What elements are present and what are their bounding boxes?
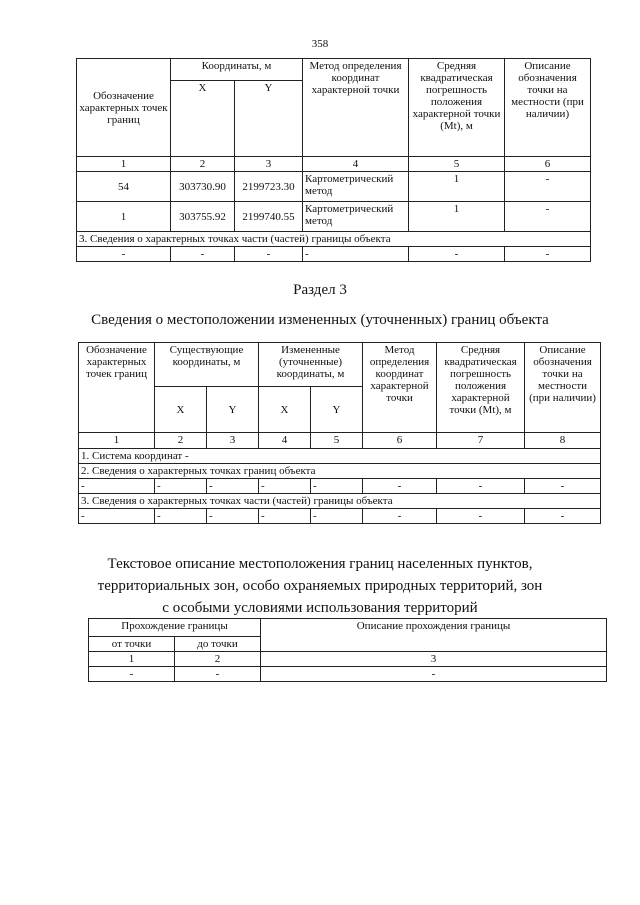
header-existing: Существующие координаты, м: [155, 343, 259, 387]
header-method: Метод определения координат характерной точки: [303, 59, 409, 157]
dash-cell: -: [79, 509, 155, 524]
section-subtitle: Сведения о местоположении измененных (уточненных) границ объекта: [91, 312, 549, 328]
col-number: 4: [303, 157, 409, 172]
dash-cell: -: [505, 247, 591, 262]
header-from-point: от точки: [89, 637, 175, 652]
section2-label: 2. Сведения о характерных точках границ объекта: [79, 464, 601, 479]
col-number: 3: [207, 433, 259, 449]
cell-point: 1: [77, 202, 171, 232]
cell-error: 1: [409, 202, 505, 232]
table-row: [79, 479, 601, 494]
dash-cell: -: [155, 509, 207, 524]
dash-cell: -: [235, 247, 303, 262]
dash-cell: -: [77, 247, 171, 262]
dash-cell: -: [437, 509, 525, 524]
header-coordinates: Координаты, м: [171, 59, 303, 81]
dash-cell: -: [155, 479, 207, 494]
cell-description: -: [505, 202, 591, 232]
header-description: Описание обозначения точки на местности (при наличии): [525, 343, 601, 433]
dash-cell: -: [79, 479, 155, 494]
col-number: 6: [363, 433, 437, 449]
dash-cell: -: [89, 667, 175, 682]
header-passage: Прохождение границы: [89, 619, 261, 637]
col-number: 2: [155, 433, 207, 449]
table-row: [77, 202, 591, 232]
col-number: 8: [525, 433, 601, 449]
cell-x: 303730.90: [171, 172, 235, 202]
cell-error: 1: [409, 172, 505, 202]
section3-label: 3. Сведения о характерных точках части (частей) границы объекта: [79, 494, 601, 509]
cell-method: Картометрический метод: [303, 202, 409, 232]
col-number: 5: [409, 157, 505, 172]
dash-cell: -: [207, 479, 259, 494]
header-y: Y: [311, 387, 363, 433]
col-number: 4: [259, 433, 311, 449]
header-to-point: до точки: [175, 637, 261, 652]
header-passage-description: Описание прохождения границы: [261, 619, 607, 652]
header-x: X: [171, 81, 235, 157]
boundary-description-table: [88, 618, 607, 682]
changed-coordinates-table: [78, 342, 601, 524]
dash-cell: -: [175, 667, 261, 682]
dash-cell: -: [261, 667, 607, 682]
coordinate-system-label: 1. Система координат -: [79, 449, 601, 464]
dash-cell: -: [311, 509, 363, 524]
col-number: 3: [261, 652, 607, 667]
dash-cell: -: [303, 247, 409, 262]
dash-cell: -: [525, 479, 601, 494]
col-number: 3: [235, 157, 303, 172]
coordinates-table: [76, 58, 591, 262]
header-designation: Обозначение характерных точек границ: [77, 59, 171, 157]
table-row: [79, 509, 601, 524]
dash-cell: -: [409, 247, 505, 262]
cell-point: 54: [77, 172, 171, 202]
section3-label: 3. Сведения о характерных точках части (частей) границы объекта: [77, 232, 591, 247]
header-description: Описание обозначения точки на местности (при наличии): [505, 59, 591, 157]
col-number: 7: [437, 433, 525, 449]
table-row: [89, 667, 607, 682]
dash-cell: -: [207, 509, 259, 524]
cell-y: 2199723.30: [235, 172, 303, 202]
text-description-title-line2: территориальных зон, особо охраняемых природных территорий, зон: [97, 578, 543, 594]
col-number: 5: [311, 433, 363, 449]
header-y: Y: [207, 387, 259, 433]
dash-cell: -: [525, 509, 601, 524]
cell-method: Картометрический метод: [303, 172, 409, 202]
dash-cell: -: [259, 479, 311, 494]
col-number: 2: [175, 652, 261, 667]
col-number: 1: [77, 157, 171, 172]
header-x: X: [155, 387, 207, 433]
cell-x: 303755.92: [171, 202, 235, 232]
dash-cell: -: [363, 509, 437, 524]
dash-cell: -: [437, 479, 525, 494]
header-y: Y: [235, 81, 303, 157]
col-number: 2: [171, 157, 235, 172]
header-error: Средняя квадратическая погрешность положения характерной точки (Mt), м: [437, 343, 525, 433]
text-description-title-line3: с особыми условиями использования территорий: [162, 600, 478, 616]
header-method: Метод определения координат характерной точки: [363, 343, 437, 433]
col-number: 1: [79, 433, 155, 449]
col-number: 1: [89, 652, 175, 667]
cell-y: 2199740.55: [235, 202, 303, 232]
text-description-title-line1: Текстовое описание местоположения границ населенных пунктов,: [107, 556, 533, 572]
section-title: Раздел 3: [293, 282, 347, 298]
dash-cell: -: [363, 479, 437, 494]
dash-cell: -: [259, 509, 311, 524]
dash-cell: -: [171, 247, 235, 262]
header-x: X: [259, 387, 311, 433]
table-row: [77, 247, 591, 262]
page-number: 358: [311, 38, 329, 50]
header-error: Средняя квадратическая погрешность положения характерной точки (Mt), м: [409, 59, 505, 157]
table-row: [77, 172, 591, 202]
header-changed: Измененные (уточненные) координаты, м: [259, 343, 363, 387]
cell-description: -: [505, 172, 591, 202]
col-number: 6: [505, 157, 591, 172]
header-designation: Обозначение характерных точек границ: [79, 343, 155, 433]
dash-cell: -: [311, 479, 363, 494]
